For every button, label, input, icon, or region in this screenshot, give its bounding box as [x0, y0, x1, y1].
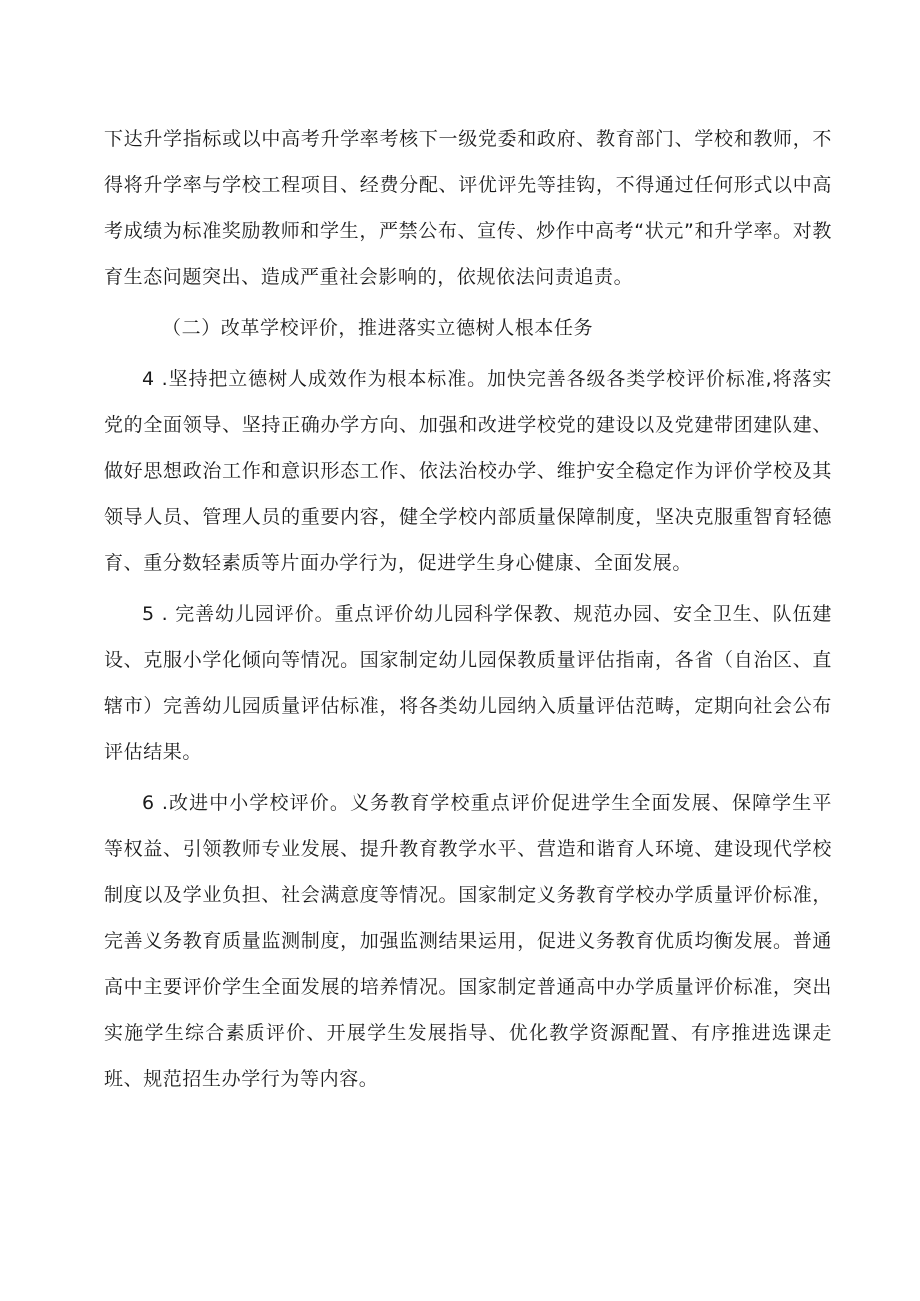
paragraph-item-5: 5 . 完善幼儿园评价。重点评价幼儿园科学保教、规范办园、安全卫生、队伍建设、克服小学化倾向等情况。国家制定幼儿园保教质量评估指南，各省（自治区、直辖市）完善幼儿园质量评估标准，将各类幼儿园纳入质量评估范畴，定期向社会公布评估结果。	[104, 603, 832, 763]
section-heading: （二）改革学校评价，推进落实立德树人根本任务	[162, 317, 594, 339]
document-body	[104, 116, 832, 1102]
paragraph-item-4: 4 .坚持把立德树人成效作为根本标准。加快完善各级各类学校评价标准,将落实党的全面领导、坚持正确办学方向、加强和改进学校党的建设以及党建带团建队建、做好思想政治工作和意识形态工作、依法治校办学、维护安全稳定作为评价学校及其领导人员、管理人员的重要内容，健全学校内部质量保障制度，坚决克服重智育轻德育、重分数轻素质等片面办学行为，促进学生身心健康、全面发展。	[104, 368, 832, 574]
paragraph-continuation: 下达升学指标或以中高考升学率考核下一级党委和政府、教育部门、学校和教师，不得将升学率与学校工程项目、经费分配、评优评先等挂钩，不得通过任何形式以中高考成绩为标准奖励教师和学生，严禁公布、宣传、炒作中高考“状元”和升学率。对教育生态问题突出、造成严重社会影响的，依规依法问责追责。	[104, 128, 832, 288]
paragraph-item-6: 6 .改进中小学校评价。义务教育学校重点评价促进学生全面发展、保障学生平等权益、引领教师专业发展、提升教育教学水平、营造和谐育人环境、建设现代学校制度以及学业负担、社会满意度等情况。国家制定义务教育学校办学质量评价标准，完善义务教育质量监测制度，加强监测结果运用，促进义务教育优质均衡发展。普通高中主要评价学生全面发展的培养情况。国家制定普通高中办学质量评价标准，突出实施学生综合素质评价、开展学生发展指导、优化教学资源配置、有序推进选课走班、规范招生办学行为等内容。	[104, 792, 832, 1090]
